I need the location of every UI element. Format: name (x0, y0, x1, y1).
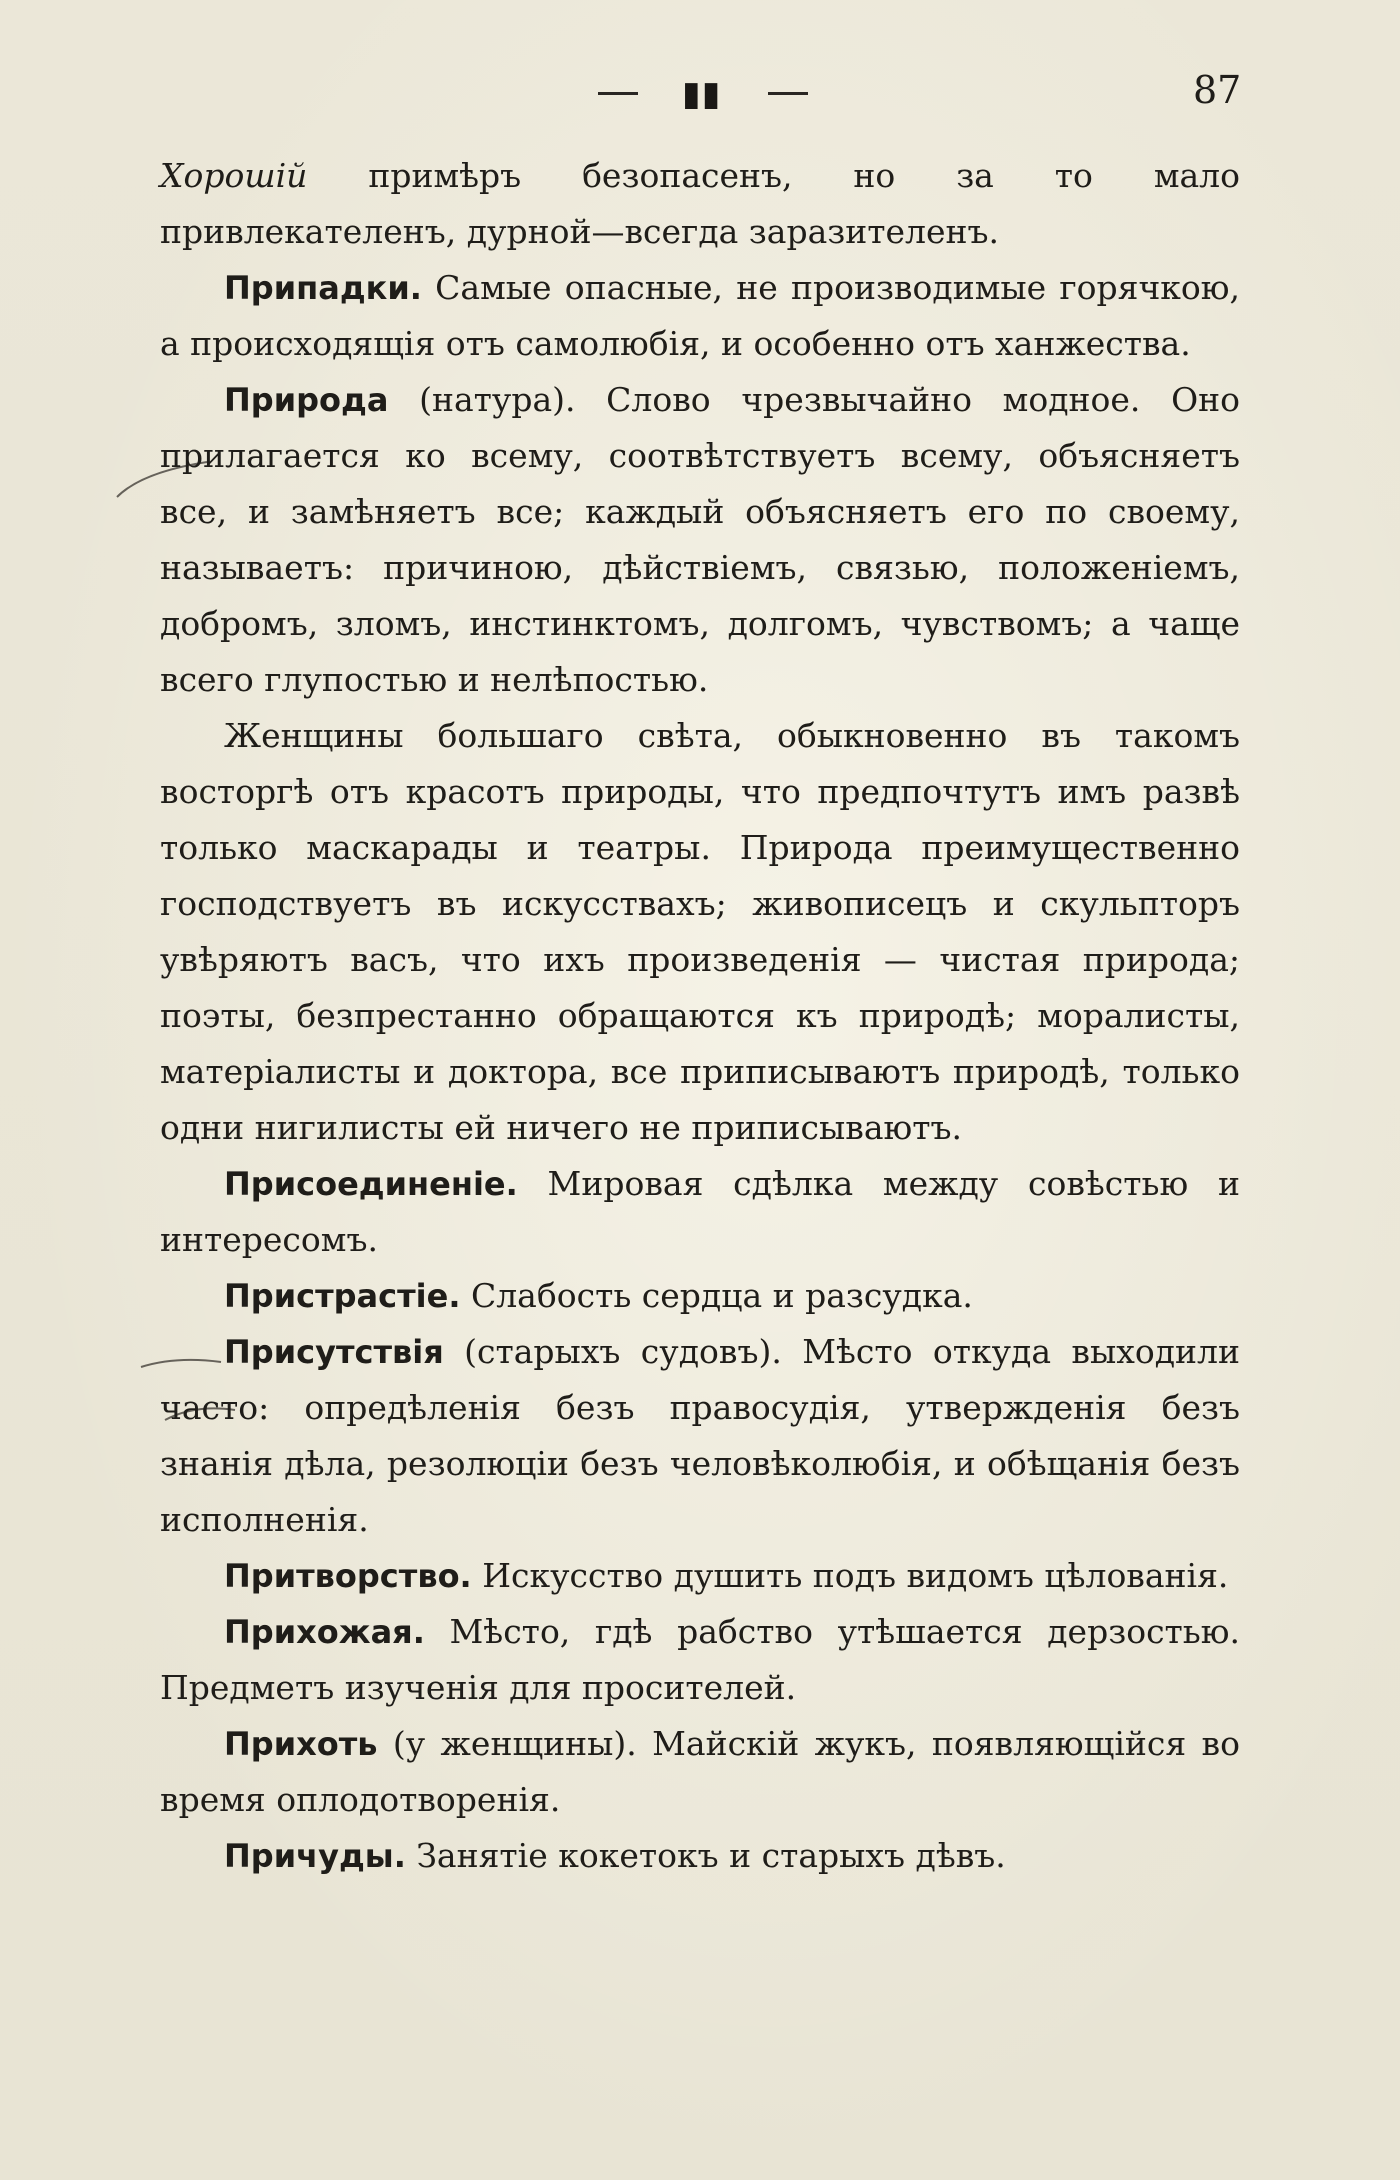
entry-paragraph (160, 1324, 1240, 1548)
entry-definition: Мировая сдѣлка между совѣстью и интересомъ. (160, 1164, 1240, 1259)
entry-definition: Занятіе кокетокъ и старыхъ дѣвъ. (405, 1836, 1006, 1875)
intro-text: примѣръ безопасенъ, но за то мало привлекателенъ, дурной—всегда заразителенъ. (160, 156, 1240, 251)
entry-definition: Искусство душить подъ видомъ цѣлованія. (471, 1556, 1229, 1595)
page-marker: ▮▮ (682, 74, 722, 114)
lead-word: Хорошій (160, 156, 308, 195)
entry-term: Пристрастіе. (224, 1277, 461, 1315)
header-dash-left (598, 92, 638, 95)
entry-paragraph (160, 1268, 1240, 1324)
entry-paragraph (160, 708, 1240, 1156)
entry-paragraph (160, 372, 1240, 708)
entry-paragraph (160, 1828, 1240, 1884)
entry-definition: Мѣсто, гдѣ рабство утѣшается дерзостью. Предметъ изученія для просителей. (160, 1612, 1240, 1707)
header-dash-right (768, 92, 808, 95)
entry-term: Причуды. (224, 1837, 406, 1875)
entry-term: Прихожая. (224, 1613, 425, 1651)
entry-definition: Самые опасные, не производимые горячкою, а происходящія отъ самолюбія, и особенно отъ ханжества. (160, 268, 1240, 363)
entry-paragraph (160, 1604, 1240, 1716)
entry-term: Притворство. (224, 1557, 472, 1595)
intro-paragraph (160, 148, 1240, 260)
page-header (0, 68, 1400, 118)
entry-paragraph (160, 1156, 1240, 1268)
entry-definition: Слабость сердца и разсудка. (460, 1276, 973, 1315)
entry-term: Природа (224, 381, 389, 419)
entry-definition: (натура). Слово чрезвычайно модное. Оно прилагается ко всему, соотвѣтствуетъ всему, объясняетъ все, и замѣняетъ все; каждый объясняетъ его по своему, называетъ: причиною, дѣйствіемъ, связью, положеніемъ, добромъ, зломъ, инстинктомъ, долгомъ, чувствомъ; а чаще всего глупостью и нелѣпостью. (160, 380, 1240, 699)
entry-paragraph (160, 1548, 1240, 1604)
page-number: 87 (1193, 68, 1242, 112)
entry-definition: (старыхъ судовъ). Мѣсто откуда выходили часто: опредѣленія безъ правосудія, утвержденія безъ знанія дѣла, резолюціи безъ человѣколюбія, и обѣщанія безъ исполненія. (160, 1332, 1240, 1539)
body-text (160, 148, 1240, 1884)
entry-term: Прихоть (224, 1725, 378, 1763)
entry-term: Присоединеніе. (224, 1165, 518, 1203)
entry-definition: Женщины большаго свѣта, обыкновенно въ такомъ восторгѣ отъ красотъ природы, что предпочтутъ имъ развѣ только маскарады и театры. Природа преимущественно господствуетъ въ искусствахъ; живописецъ и скульпторъ увѣряютъ васъ, что ихъ произведенія — чистая природа; поэты, безпрестанно обращаются къ природѣ; моралисты, матеріалисты и доктора, все приписываютъ природѣ, только одни нигилисты ей ничего не приписываютъ. (160, 716, 1240, 1147)
entry-paragraph (160, 260, 1240, 372)
entry-definition: (у женщины). Майскій жукъ, появляющійся во время оплодотворенія. (160, 1724, 1240, 1819)
entry-term: Припадки. (224, 269, 422, 307)
entry-term: Присутствія (224, 1333, 444, 1371)
entry-paragraph (160, 1716, 1240, 1828)
